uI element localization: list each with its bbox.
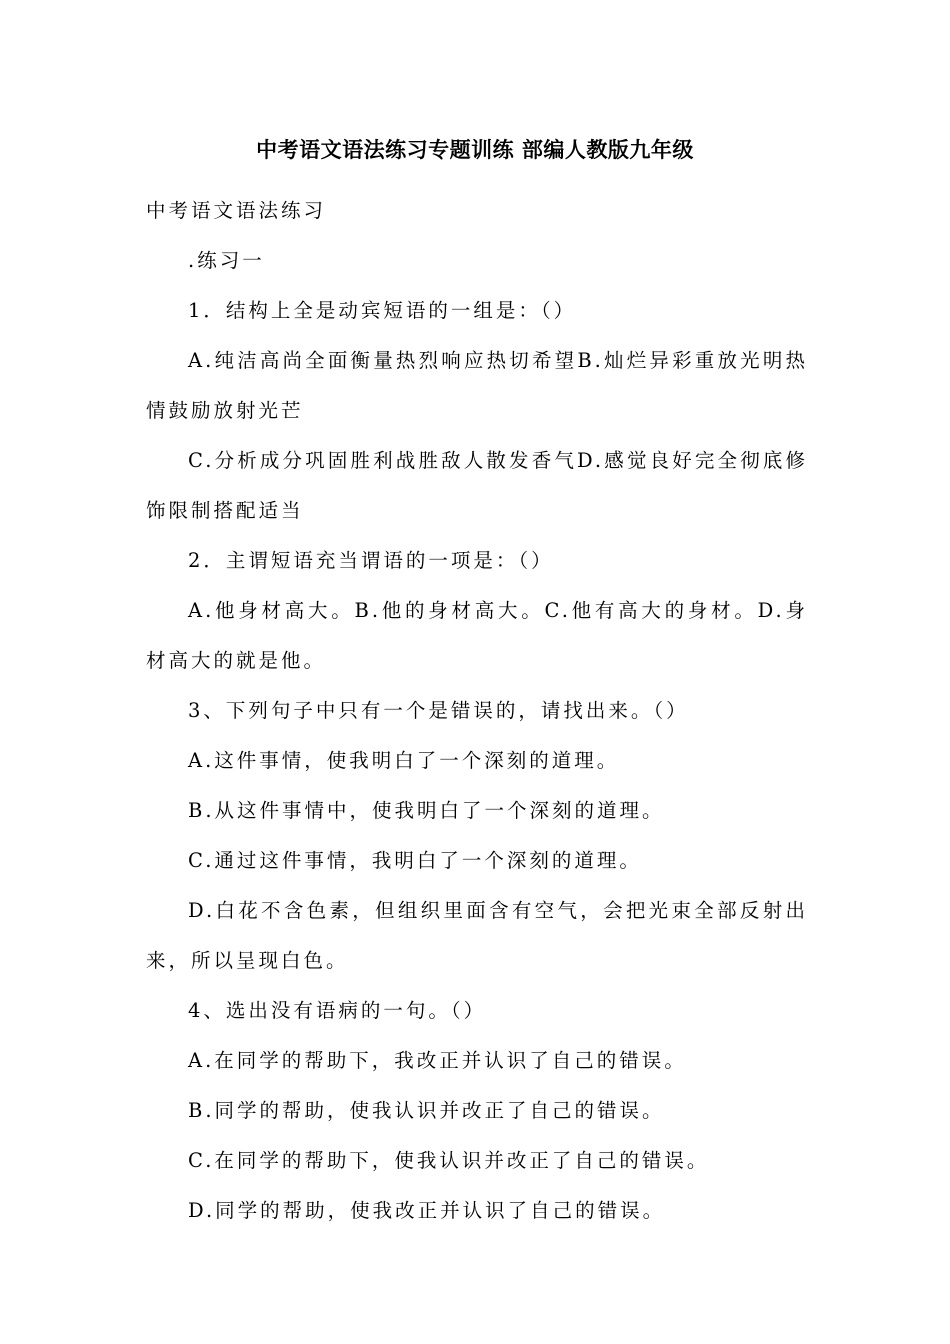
question-1-options-ab: A.纯洁高尚全面衡量热烈响应热切希望B.灿烂异彩重放光明热情鼓励放射光芒 — [146, 349, 808, 422]
question-1: 1．结构上全是动宾短语的一组是：（） — [188, 299, 577, 322]
section-heading: .练习一 — [188, 249, 265, 272]
question-4-option-b: B.同学的帮助，使我认识并改正了自己的错误。 — [188, 1099, 665, 1122]
question-2-options: A.他身材高大。B.他的身材高大。C.他有高大的身材。D.身材高大的就是他。 — [146, 599, 808, 672]
question-4-option-d: D.同学的帮助，使我改正并认识了自己的错误。 — [188, 1199, 666, 1222]
question-3-option-a: A.这件事情，使我明白了一个深刻的道理。 — [188, 749, 620, 772]
question-2: 2．主谓短语充当谓语的一项是：（） — [188, 549, 554, 572]
document-subtitle: 中考语文语法练习 — [146, 199, 327, 222]
question-3-option-b: B.从这件事情中，使我明白了一个深刻的道理。 — [188, 799, 665, 822]
question-4-option-c: C.在同学的帮助下，使我认识并改正了自己的错误。 — [188, 1149, 710, 1172]
question-4-option-a: A.在同学的帮助下，我改正并认识了自己的错误。 — [188, 1049, 687, 1072]
document-body — [146, 186, 808, 1236]
question-3-option-c: C.通过这件事情，我明白了一个深刻的道理。 — [188, 849, 642, 872]
question-1-options-cd: C.分析成分巩固胜利战胜敌人散发香气D.感觉良好完全彻底修饰限制搭配适当 — [146, 449, 808, 522]
question-4: 4、选出没有语病的一句。（） — [188, 999, 487, 1022]
question-3-option-d: D.白花不含色素，但组织里面含有空气，会把光束全部反射出来，所以呈现白色。 — [146, 899, 808, 972]
question-3: 3、下列句子中只有一个是错误的，请找出来。（） — [188, 699, 689, 722]
document-title: 中考语文语法练习专题训练 部编人教版九年级 — [256, 138, 694, 162]
